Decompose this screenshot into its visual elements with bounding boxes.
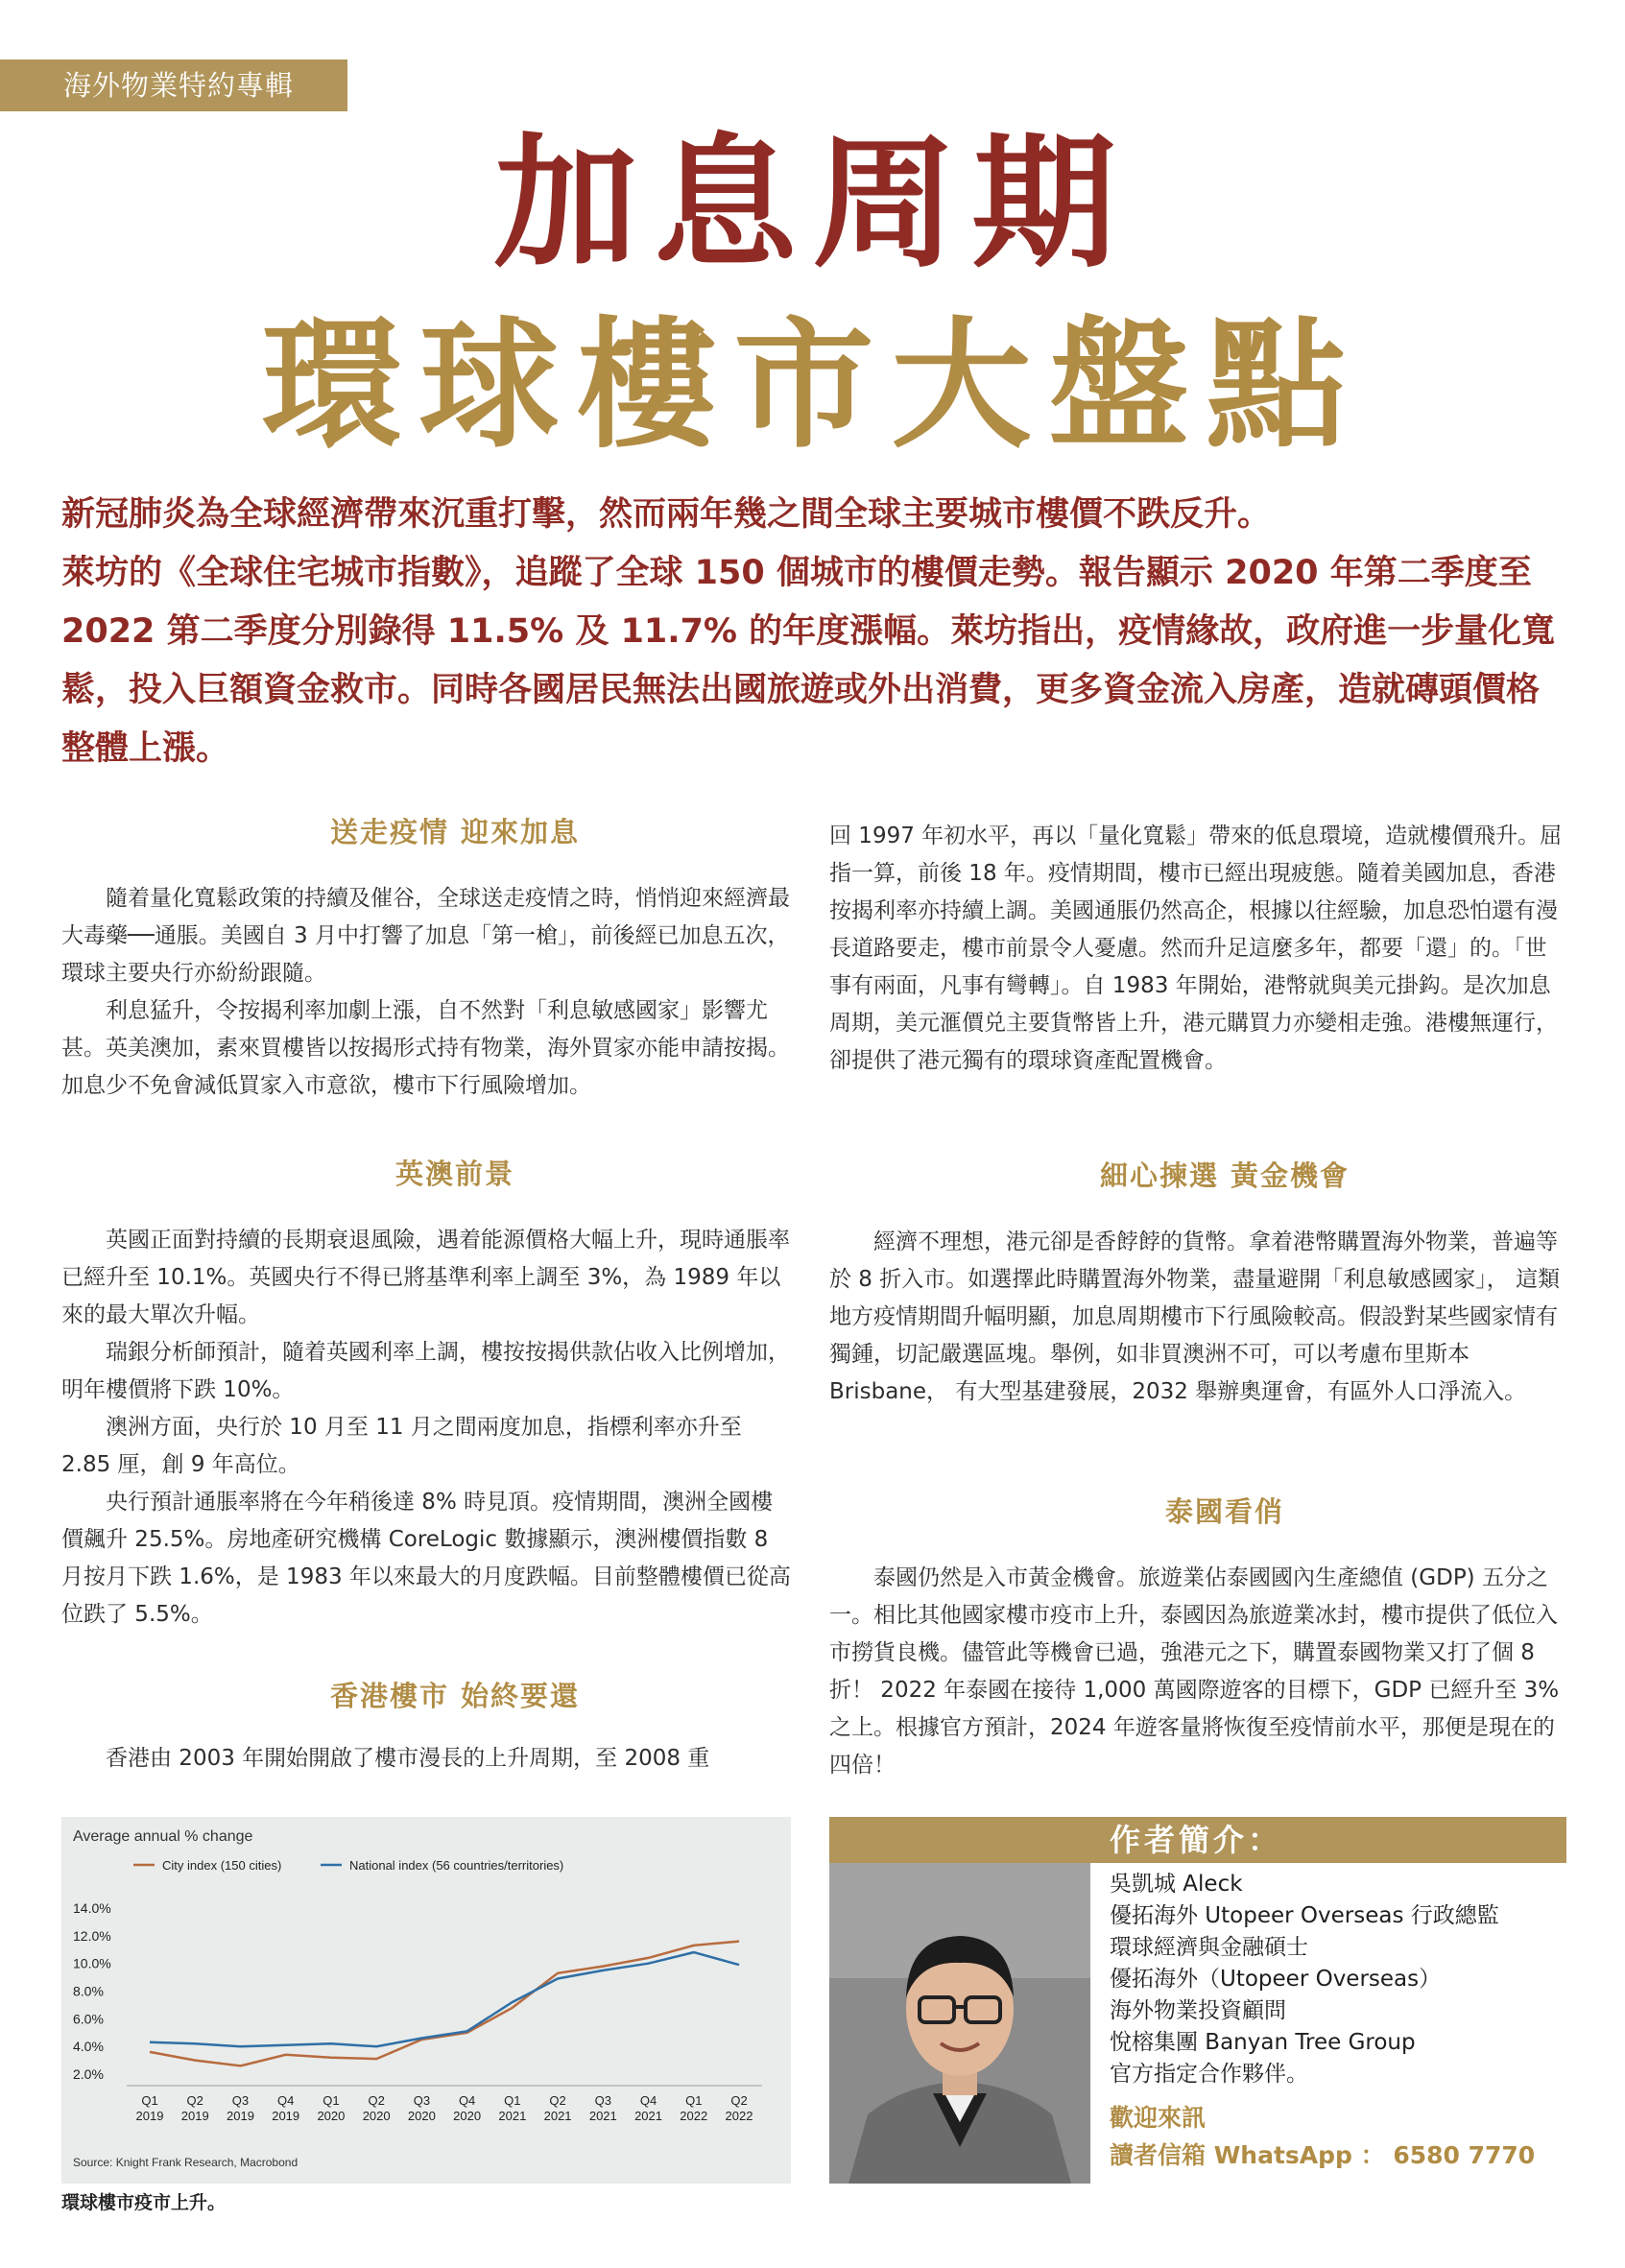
x-tick-label: 2020 [317,2109,346,2123]
x-tick-label: Q1 [685,2093,703,2108]
price-index-chart [61,1817,791,2184]
x-tick-label: Q1 [323,2093,340,2108]
paragraph: 經濟不理想，港元卻是香餑餑的貨幣。拿着港幣購置海外物業，普遍等於 8 折入市。如選擇此時購置海外物業，盡量避開「利息敏感國家」， 這類地方疫情期間升幅明顯，加息周期樓市下行風險較高。假設對某些國家情有獨鍾，切記嚴選區塊。舉例，如非買澳洲不可，可以考慮布里斯本 Brisbane， 有大型基建發展，2032 舉辦奧運會，有區外人口淨流入。 [829,1229,1561,1404]
left-column-top [61,814,793,1105]
author-line: 吳凱城 Aleck [1110,1872,1243,1897]
paragraph: 澳洲方面，央行於 10 月至 11 月之間兩度加息，指標利率亦升至 2.85 厘，創 9 年高位。 [61,1415,742,1477]
chart-axis-title: Average annual % change [73,1828,253,1845]
x-tick-label: 2019 [135,2109,164,2123]
section-heading: 泰國看俏 [1164,1495,1284,1528]
x-tick-label: 2020 [453,2109,482,2123]
x-tick-label: 2019 [272,2109,300,2123]
section-heading: 香港樓市 始終要還 [329,1680,581,1712]
paragraph: 泰國仍然是入市黃金機會。旅遊業佔泰國國內生產總值 (GDP) 五分之一。相比其他國家樓市疫市上升，泰國因為旅遊業冰封，樓市提供了低位入市撈貨良機。儘管此等機會已過，強港元之下，購置泰國物業又打了個 8 折！ 2022 年泰國在接待 1,000 萬國際遊客的目標下，GDP 已經升至 3% 之上。根據官方預計，2024 年遊客量將恢復至疫情前水平，那便是現在的四倍！ [829,1565,1560,1778]
section-heading: 送走疫情 迎來加息 [329,816,581,848]
right-column-middle [829,1158,1565,1411]
author-line: 悅榕集團 Banyan Tree Group [1110,2030,1416,2055]
main-title-line1: 加息周期 [493,121,1132,288]
x-tick-label: 2020 [407,2109,436,2123]
x-tick-label: Q1 [504,2093,521,2108]
section-tag: 海外物業特約專輯 [0,60,347,111]
x-tick-label: 2021 [543,2109,572,2123]
x-tick-label: 2019 [227,2109,254,2123]
x-tick-label: 2021 [588,2109,617,2123]
legend-label: National index (56 countries/territories) [349,1858,564,1873]
contact-line: 讀者信箱 WhatsApp ： 6580 7770 [1110,2141,1536,2169]
x-tick-label: 2021 [498,2109,527,2123]
y-tick-label: 10.0% [73,1955,111,1971]
author-line: 官方指定合作夥伴。 [1110,2062,1308,2087]
x-tick-label: Q4 [277,2093,295,2108]
author-info [1110,1869,1561,2171]
x-tick-label: Q2 [368,2093,385,2108]
x-tick-label: 2022 [725,2109,753,2123]
intro-line-2: 萊坊的《全球住宅城市指數》，追蹤了全球 150 個城市的樓價走勢。報告顯示 2020 年第二季度至 2022 第二季度分別錄得 11.5% 及 11.7% 的年度漲幅。萊坊指出，疫情緣故，政府進一步量化寬鬆，投入巨額資金救市。同時各國居民無法出國旅遊或外出消費，更多資金流入房產，造就磚頭價格整體上漲。 [61,554,1556,768]
x-tick-label: 2019 [180,2109,209,2123]
x-tick-label: Q3 [231,2093,250,2108]
chart-svg [61,1817,791,2184]
author-line: 優拓海外 Utopeer Overseas 行政總監 [1110,1903,1499,1928]
paragraph: 央行預計通脹率將在今年稍後達 8% 時見頂。疫情期間，澳洲全國樓價飆升 25.5%。房地產研究機構 CoreLogic 數據顯示，澳洲樓價指數 8 月按月下跌 1.6%，是 1983 年以來最大的月度跌幅。目前整體樓價已從高位跌了 5.5%。 [61,1490,791,1627]
intro-line-1: 新冠肺炎為全球經濟帶來沉重打擊，然而兩年幾之間全球主要城市樓價不跌反升。 [61,495,1272,534]
x-tick-label: 2020 [362,2109,391,2123]
x-tick-label: Q2 [730,2093,748,2108]
x-tick-label: Q3 [594,2093,611,2108]
legend-label: City index (150 cities) [162,1858,282,1873]
series-line [150,1952,739,2046]
x-tick-label: Q3 [413,2093,431,2108]
x-tick-label: Q4 [458,2093,476,2108]
left-column-bottom [61,1678,793,1778]
y-tick-label: 2.0% [73,2066,104,2082]
y-tick-label: 4.0% [73,2039,104,2055]
author-line: 環球經濟與金融碩士 [1110,1935,1308,1960]
paragraph: 隨着量化寬鬆政策的持續及催谷，全球送走疫情之時，悄悄迎來經濟最大毒藥──通脹。美國自 3 月中打響了加息「第一槍」，前後經已加息五次，環球主要央行亦紛紛跟隨。 [61,886,790,986]
right-column-top [829,818,1565,1080]
contact-title: 歡迎來訊 [1110,2104,1207,2132]
intro-paragraph [61,486,1568,778]
y-tick-label: 14.0% [73,1900,111,1916]
x-tick-label: Q2 [549,2093,566,2108]
chart-source: Source: Knight Frank Research, Macrobond [73,2156,299,2169]
author-line: 海外物業投資顧問 [1110,1998,1286,2023]
x-tick-label: Q1 [141,2093,158,2108]
x-tick-label: 2022 [680,2109,708,2123]
x-tick-label: Q4 [639,2093,657,2108]
paragraph: 英國正面對持續的長期衰退風險，遇着能源價格大幅上升，現時通脹率已經升至 10.1%。英國央行不得已將基準利率上調至 3%，為 1989 年以來的最大單次升幅。 [61,1228,790,1327]
main-title-line2: 環球樓市大盤點 [261,304,1364,467]
paragraph: 利息猛升，令按揭利率加劇上漲，自不然對「利息敏感國家」影響尤甚。英美澳加，素來買樓皆以按揭形式持有物業，海外買家亦能申請按揭。加息少不免會減低買家入市意欲，樓市下行風險增加。 [61,998,790,1098]
author-heading: 作者簡介： [829,1817,1566,1863]
section-heading: 細心揀選 黃金機會 [1099,1159,1350,1192]
paragraph: 瑞銀分析師預計，隨着英國利率上調，樓按按揭供款佔收入比例增加，明年樓價將下跌 10%。 [61,1340,790,1402]
paragraph: 香港由 2003 年開始開啟了樓市漫長的上升周期，至 2008 重 [106,1746,710,1771]
y-tick-label: 12.0% [73,1927,111,1944]
y-tick-label: 6.0% [73,2011,104,2027]
author-photo [829,1863,1090,2184]
x-tick-label: Q2 [186,2093,203,2108]
right-column-bottom [829,1493,1565,1784]
author-line: 優拓海外（Utopeer Overseas） [1110,1967,1442,1992]
left-column-middle [61,1156,793,1634]
y-tick-label: 8.0% [73,1983,104,1999]
paragraph: 回 1997 年初水平，再以「量化寬鬆」帶來的低息環境，造就樓價飛升。屈指一算，前後 18 年。疫情期間，樓市已經出現疲態。隨着美國加息，香港按揭利率亦持續上調。美國通脹仍然高企，根據以往經驗，加息恐怕還有漫長道路要走，樓市前景令人憂慮。然而升足這麼多年，都要「還」的。「世事有兩面，凡事有彎轉」。自 1983 年開始，港幣就與美元掛鈎。是次加息周期，美元滙價兑主要貨幣皆上升，港元購買力亦變相走強。港樓無運行，卻提供了港元獨有的環球資產配置機會。 [829,824,1563,1073]
section-heading: 英澳前景 [394,1158,514,1190]
x-tick-label: 2021 [634,2109,662,2123]
chart-caption: 環球樓市疫市上升。 [61,2192,227,2213]
author-portrait-image [829,1863,1090,2184]
